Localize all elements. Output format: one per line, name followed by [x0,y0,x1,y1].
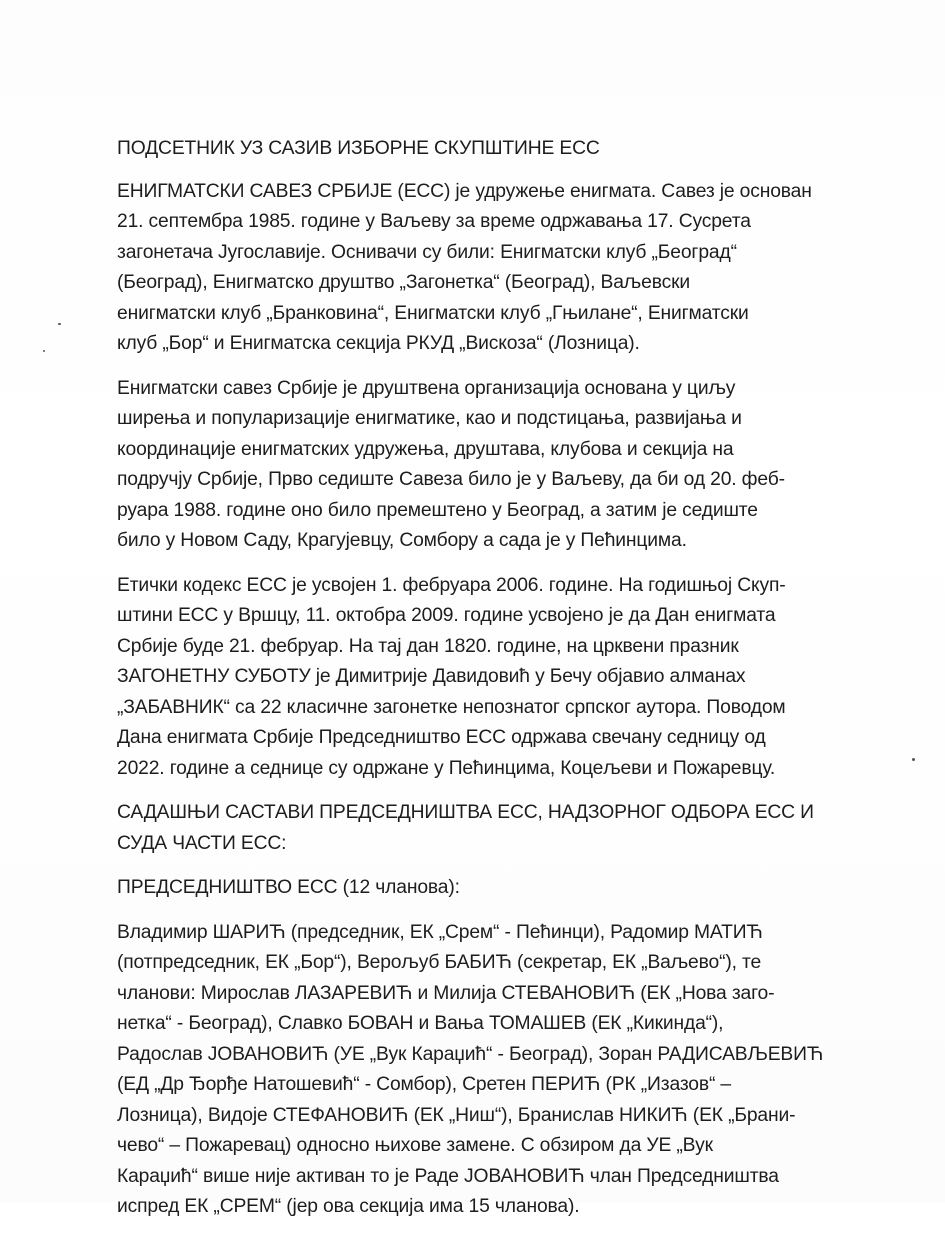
text-line: Етички кодекс ЕСС је усвојен 1. фебруара 2006. године. На годишњој Скуп- [117,574,786,596]
document-body [117,134,887,1237]
text-line: било у Новом Саду, Крагујевцу, Сомбору а сада је у Пећинцима. [117,530,687,551]
text-line: Радослав ЈОВАНОВИЋ (УЕ „Вук Караџић“ - Београд), Зоран РАДИСАВЉЕВИЋ [117,1043,824,1065]
subheading-presidency [117,873,887,904]
heading-line: СУДА ЧАСТИ ЕСС: [117,832,287,854]
paragraph-organization [117,374,887,557]
text-line: Лозница), Видоје СТЕФАНОВИЋ (ЕК „Ниш“), Бранислав НИКИЋ (ЕК „Брани- [117,1104,796,1126]
text-line: чево“ – Пожаревац) односно њихове замене. С обзиром да УЕ „Вук [117,1135,713,1156]
section-heading [117,798,887,859]
paragraph-presidency-members [117,918,887,1223]
text-line: енигматски клуб „Бранковина“, Енигматски клуб „Гњилане“, Енигматски [117,302,749,324]
text-line: руара 1988. године оно било премештено у Београд, а затим је седиште [117,499,758,521]
text-line: (Београд), Енигматско друштво „Загонетка“ (Београд), Ваљевски [117,272,690,293]
text-line: Србије буде 21. фебруар. На тај дан 1820. године, на црквени празник [117,635,739,657]
text-line: 21. септембра 1985. године у Ваљеву за време одржавања 17. Сусрета [117,211,751,232]
heading-line: САДАШЊИ САСТАВИ ПРЕДСЕДНИШТВА ЕСС, НАДЗОРНОГ ОДБОРА ЕСС И [117,802,814,823]
text-line: загонетача Југославије. Оснивачи су били: Енигматски клуб „Београд“ [117,241,737,263]
scan-speck [58,323,61,325]
paragraph-ethics-code [117,571,887,785]
scan-speck [43,350,45,352]
text-line: клуб „Бор“ и Енигматска секција РКУД „Вискоза“ (Лозница). [117,333,640,354]
text-line: испред ЕК „СРЕМ“ (јер ова секција има 15 чланова). [117,1196,580,1217]
text-line: нетка“ - Београд), Славко БОВАН и Вања ТОМАШЕВ (ЕК „Кикинда“), [117,1013,724,1034]
title-line: ПОДСЕТНИК УЗ САЗИВ ИЗБОРНЕ СКУПШТИНЕ ЕСС [117,138,600,159]
scan-speck [912,758,915,761]
text-line: ЗАГОНЕТНУ СУБОТУ је Димитрије Давидовић у Бечу објавио алманах [117,666,746,687]
document-title [117,134,887,165]
text-line: (потпредседник, ЕК „Бор“), Верољуб БАБИЋ (секретар, ЕК „Ваљево“), те [117,952,762,973]
paragraph-history [117,177,887,360]
text-line: координације енигматских удружења, друштава, клубова и секција на [117,438,734,460]
heading-line: ПРЕДСЕДНИШТВО ЕСС (12 чланова): [117,877,460,898]
text-line: „ЗАБАВНИК“ са 22 класичне загонетке непознатог српског аутора. Поводом [117,696,786,718]
text-line: Дана енигмата Србије Председништво ЕСС одржава свечану седницу од [117,727,766,748]
text-line: Енигматски савез Србије је друштвена организација основана у циљу [117,377,736,399]
text-line: ЕНИГМАТСКИ САВЕЗ СРБИЈЕ (ЕСС) је удружење енигмата. Савез је основан [117,180,812,202]
text-line: штини ЕСС у Вршцу, 11. октобра 2009. године усвојено је да Дан енигмата [117,605,776,626]
text-line: чланови: Мирослав ЛАЗАРЕВИЋ и Милија СТЕВАНОВИЋ (ЕК „Нова заго- [117,982,775,1004]
text-line: (ЕД „Др Ђорђе Натошевић“ - Сомбор), Сретен ПЕРИЋ (РК „Изазов“ – [117,1074,732,1095]
text-line: Караџић“ више није активан то је Раде ЈОВАНОВИЋ члан Председништва [117,1165,779,1187]
text-line: Владимир ШАРИЋ (председник, ЕК „Срем“ - Пећинци), Радомир МАТИЋ [117,921,763,943]
text-line: ширења и популаризације енигматике, као и подстицања, развијања и [117,408,742,429]
text-line: подручју Србије, Прво седиште Савеза било је у Ваљеву, да би од 20. феб- [117,469,785,490]
text-line: 2022. године а седнице су одржане у Пећинцима, Коцељеви и Пожаревцу. [117,757,776,779]
